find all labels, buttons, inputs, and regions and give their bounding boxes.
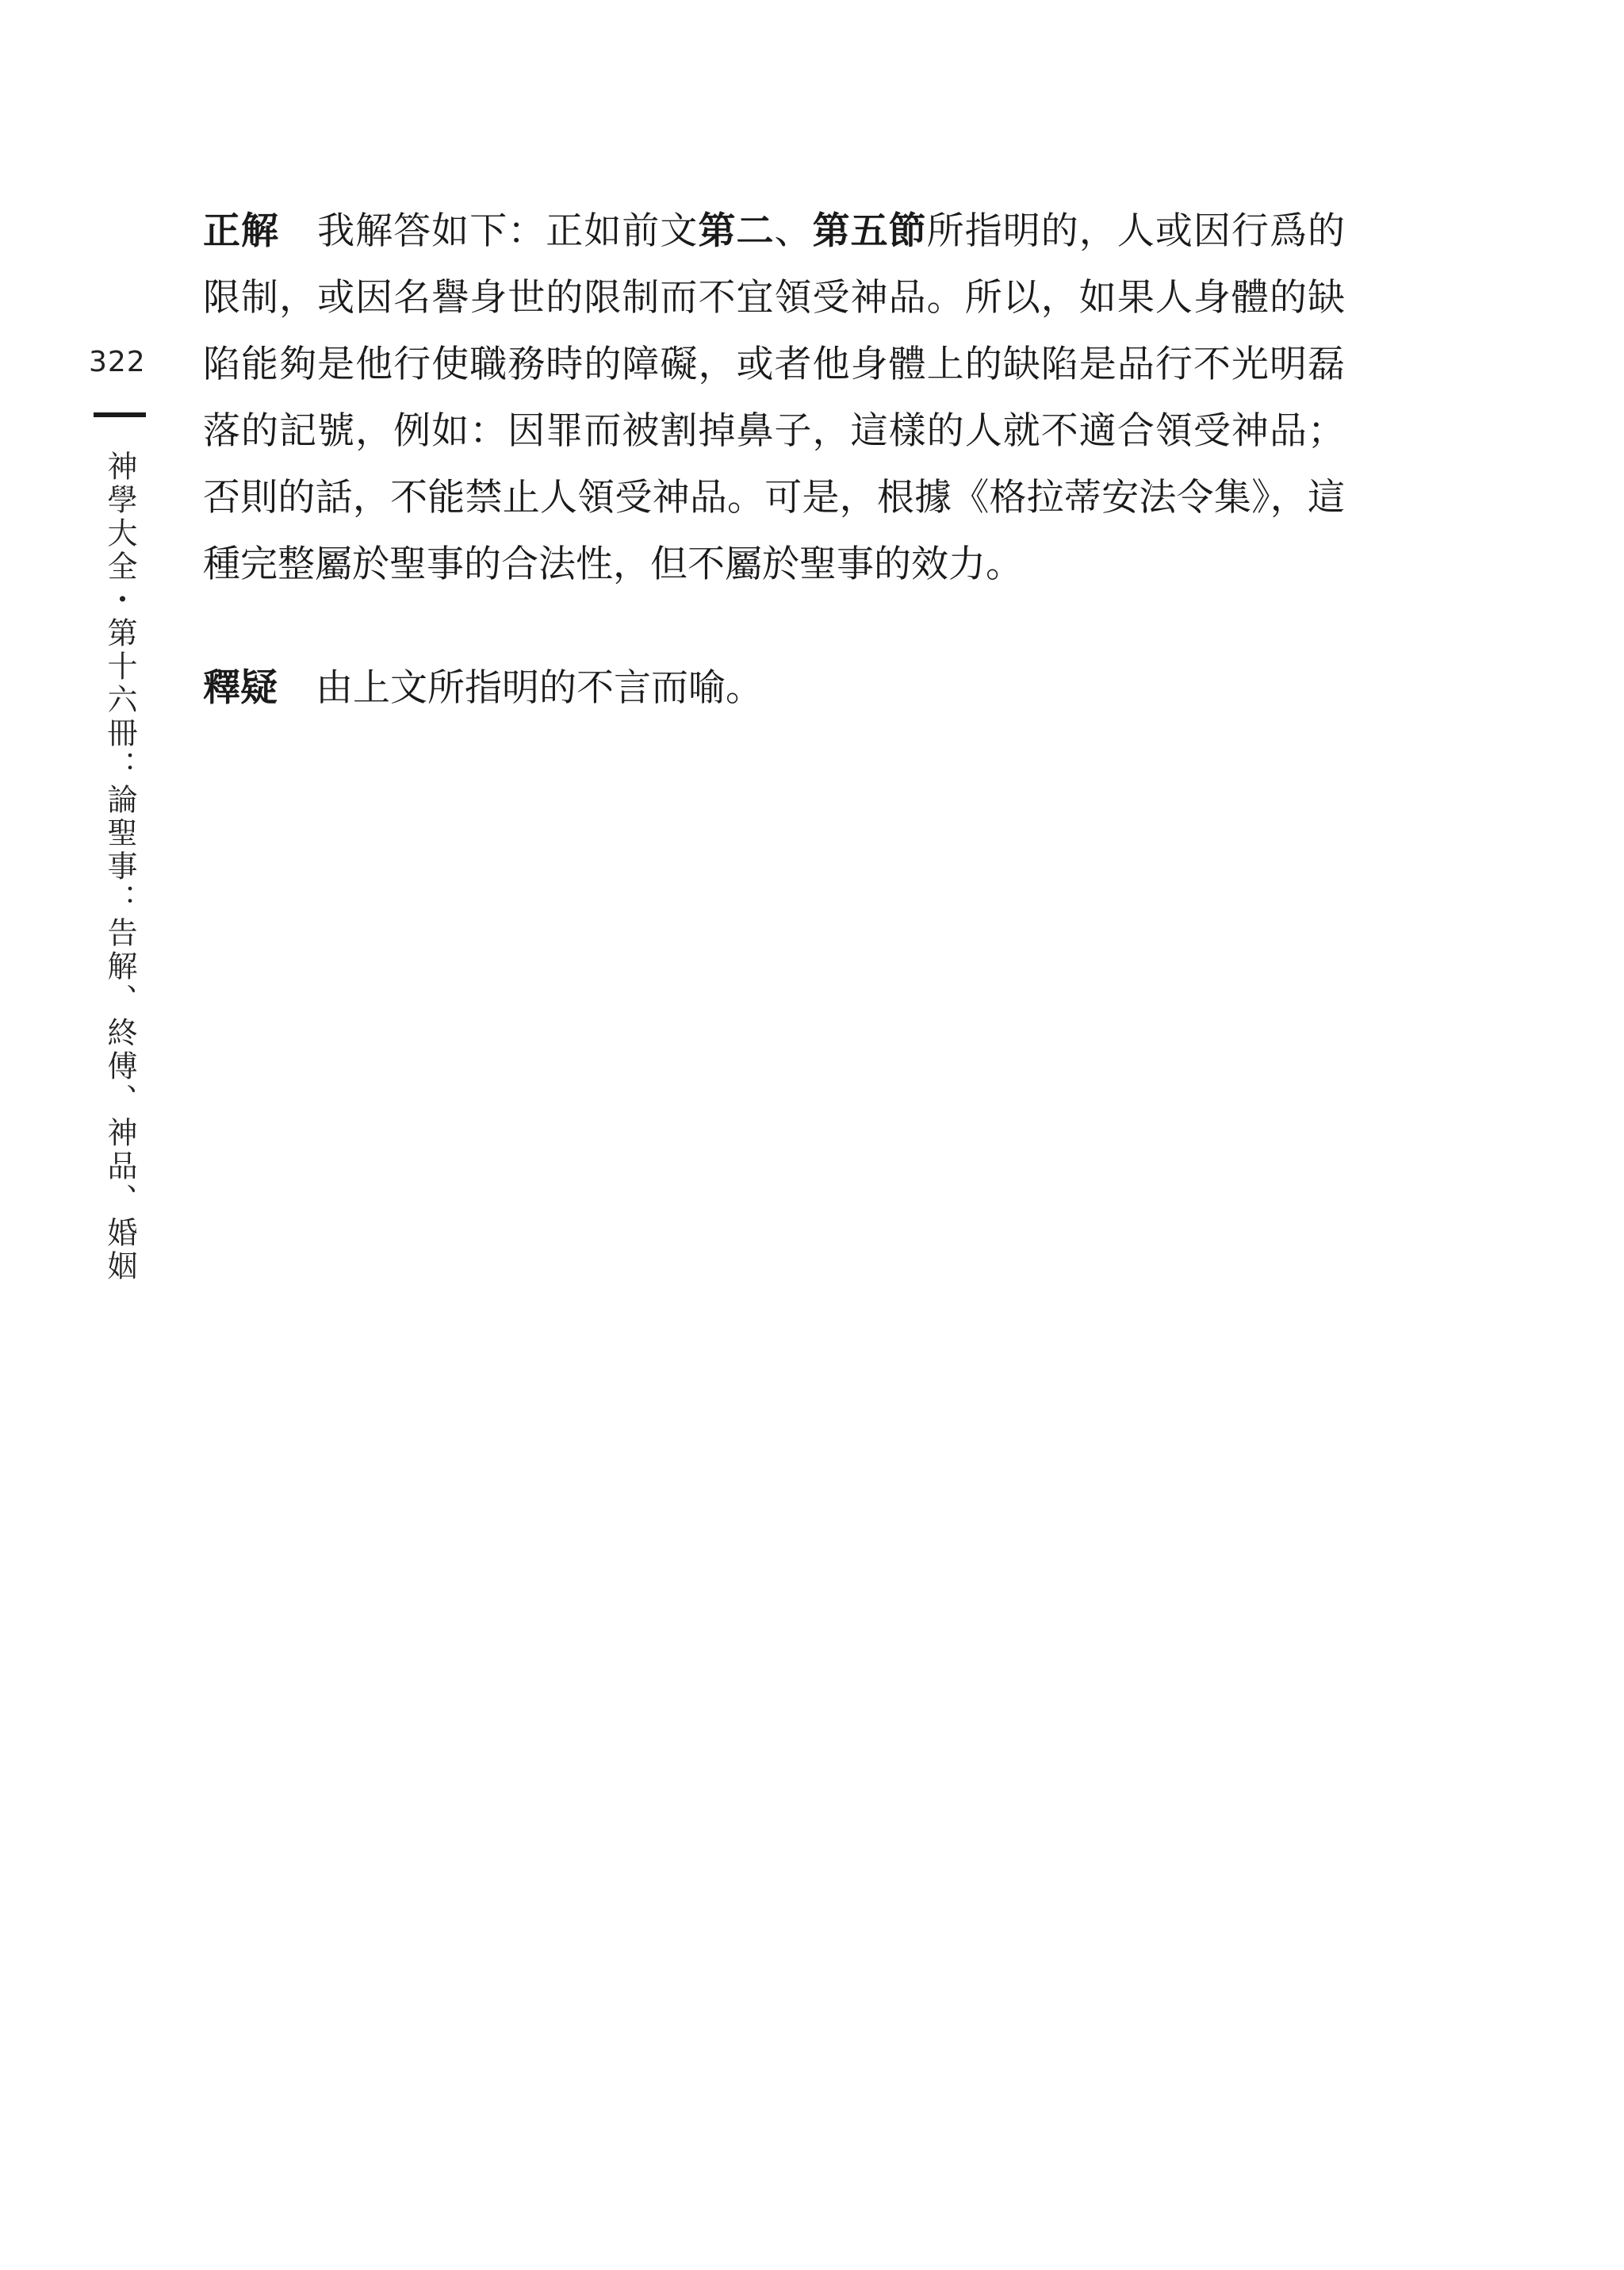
reply-text-part-1: 我解答如下：正如前文 — [317, 209, 699, 253]
objection-reply-label: 釋疑 — [203, 666, 278, 710]
reply-reference-2: 第五節 — [812, 209, 927, 253]
margin-rule — [94, 412, 146, 417]
reply-paragraph — [203, 198, 1345, 598]
main-text — [203, 198, 1345, 779]
page-number: 322 — [89, 346, 146, 378]
objection-reply-paragraph — [203, 655, 1345, 722]
reply-label: 正解 — [203, 209, 280, 253]
reply-text-part-3: 所指明的，人或因行爲的限制，或因名譽身世的限制而不宜領受神品。所以，如果人身體的缺陷能夠是他行使職務時的障礙，或者他身體上的缺陷是品行不光明磊落的記號，例如：因罪而被割掉鼻子，這樣的人就不適合領受神品；否則的話，不能禁止人領受神品。可是，根據《格拉蒂安法令集》，這種完整屬於聖事的合法性，但不屬於聖事的效力。 — [203, 209, 1346, 586]
reply-reference-1: 第二 — [698, 209, 775, 253]
reply-text-part-2: 、 — [774, 209, 813, 253]
objection-reply-text: 由上文所指明的不言而喻。 — [316, 666, 763, 710]
running-title: 神學大全・第十六冊：論聖事：告解、終傅、神品、婚姻 — [102, 451, 137, 1283]
